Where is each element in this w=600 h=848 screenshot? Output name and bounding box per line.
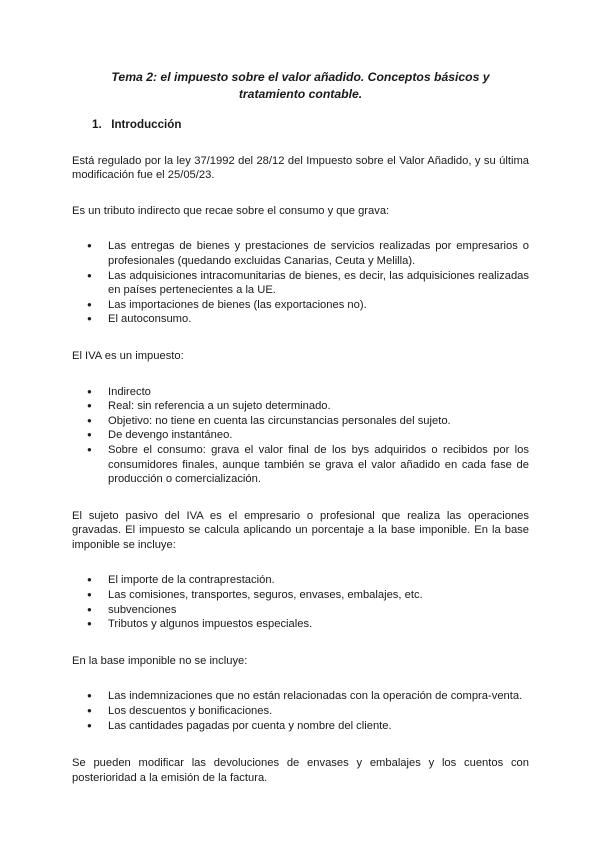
paragraph-tributo: Es un tributo indirecto que recae sobre el consumo y que grava: — [72, 204, 390, 217]
list-item: ● subvenciones — [72, 603, 529, 618]
list-item: ● Las adquisiciones intracomunitarias de bienes, es decir, las adquisiciones realizadas en países pertenecientes a la UE. — [72, 269, 529, 298]
section-heading — [92, 118, 529, 133]
section-title: Introducción — [111, 118, 182, 131]
list-item: ● De devengo instantáneo. — [72, 428, 529, 443]
list-item: ● Los descuentos y bonificaciones. — [72, 704, 529, 719]
list-item: ● Las importaciones de bienes (las exportaciones no). — [72, 298, 529, 313]
list-item: ● El importe de la contraprestación. — [72, 573, 529, 588]
paragraph-no-incluye: En la base imponible no se incluye: — [72, 654, 248, 667]
list-no-incluye — [72, 689, 529, 733]
list-item: ● El autoconsumo. — [72, 312, 529, 327]
document-title: Tema 2: el impuesto sobre el valor añadido. Conceptos básicos y tratamiento contable. — [111, 70, 490, 101]
list-item: ● Las cantidades pagadas por cuenta y nombre del cliente. — [72, 719, 529, 734]
list-item: ● Objetivo: no tiene en cuenta las circunstancias personales del sujeto. — [72, 414, 529, 429]
list-item: ● Tributos y algunos impuestos especiales. — [72, 617, 529, 632]
list-grava — [72, 239, 529, 327]
list-item: ● Sobre el consumo: grava el valor final de los bys adquiridos o recibidos por los consumidores finales, aunque también se grava el valor añadido en cada fase de producción o comercialización. — [72, 443, 529, 487]
list-item: ● Indirecto — [72, 385, 529, 400]
section-number: 1. — [92, 118, 102, 131]
list-item: ● Real: sin referencia a un sujeto determinado. — [72, 399, 529, 414]
paragraph-modificar: Se pueden modificar las devoluciones de envases y embalajes y los cuentos con posterioridad a la emisión de la factura. — [72, 757, 529, 784]
paragraph-regulation: Está regulado por la ley 37/1992 del 28/12 del Impuesto sobre el Valor Añadido, y su última modificación fue el 25/05/23. — [72, 154, 529, 182]
list-caracteristicas — [72, 385, 529, 487]
paragraph-iva-impuesto: El IVA es un impuesto: — [72, 349, 184, 362]
list-item: ● Las entregas de bienes y prestaciones de servicios realizadas por empresarios o profesionales (quedando excluidas Canarias, Ceuta y Melilla). — [72, 239, 529, 268]
paragraph-sujeto-pasivo: El sujeto pasivo del IVA es el empresario o profesional que realiza las operaciones gravadas. El impuesto se calcula aplicando un porcentaje a la base imponible. En la base imponible se incluye: — [72, 509, 529, 551]
list-item: ● Las indemnizaciones que no están relacionadas con la operación de compra-venta. — [72, 689, 529, 704]
list-incluye — [72, 573, 529, 631]
list-item: ● Las comisiones, transportes, seguros, envases, embalajes, etc. — [72, 588, 529, 603]
